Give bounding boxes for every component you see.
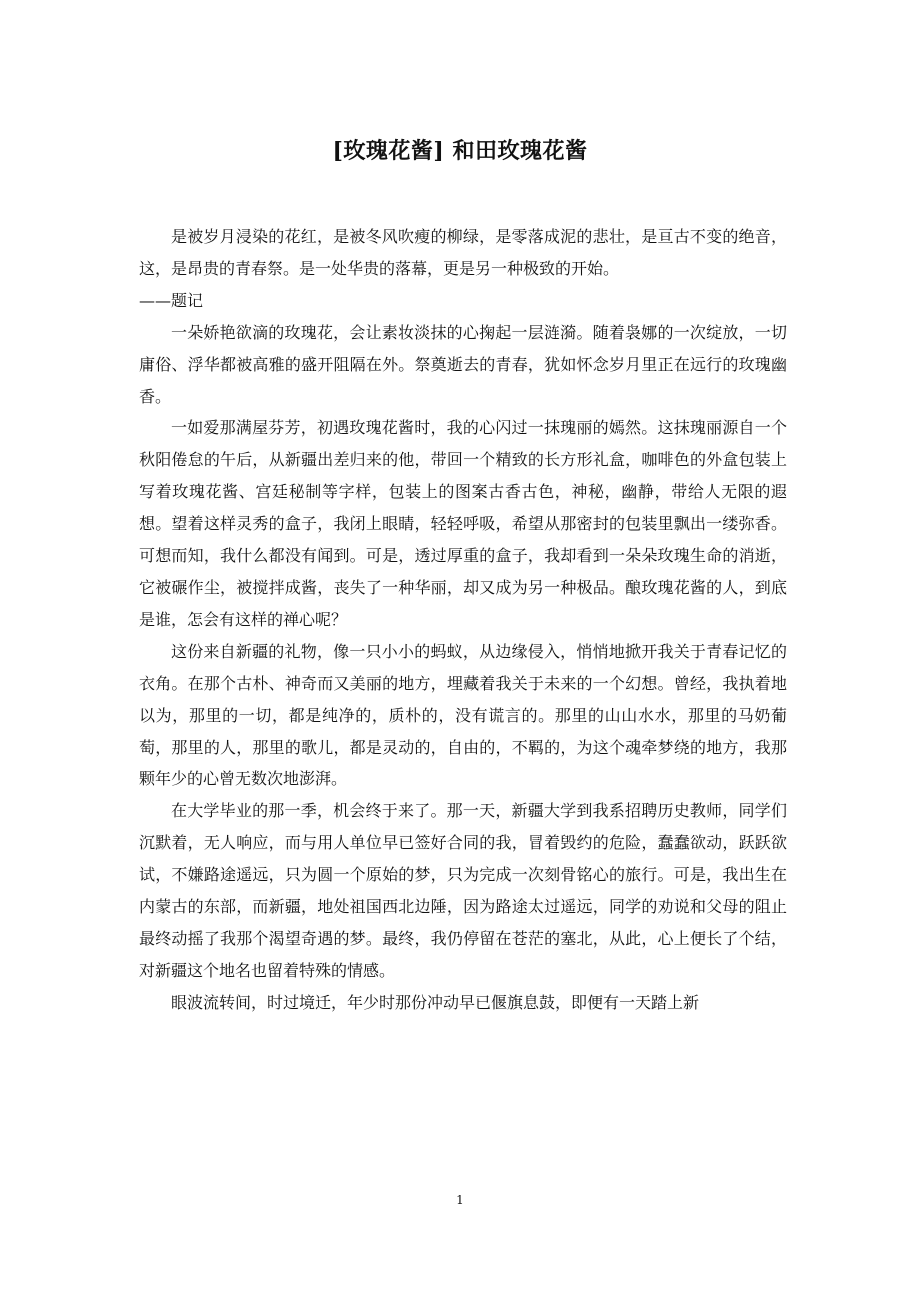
body-paragraph: 这份来自新疆的礼物，像一只小小的蚂蚁，从边缘侵入，悄悄地掀开我关于青春记忆的衣角。在那个古朴、神奇而又美丽的地方，埋藏着我关于未来的一个幻想。曾经，我执着地以为，那里的一切，都是纯净的，质朴的，没有谎言的。那里的山山水水，那里的马奶葡萄，那里的人，那里的歌儿，都是灵动的，自由的，不羁的，为这个魂牵梦绕的地方，我那颗年少的心曾无数次地澎湃。 [139, 641, 787, 789]
epigraph-paragraph: 是被岁月浸染的花红，是被冬风吹瘦的柳绿，是零落成泥的悲壮，是亘古不变的绝音，这，是昂贵的青春祭。是一处华贵的落幕，更是另一种极致的开始。 [139, 227, 787, 278]
body-paragraph: 一如爱那满屋芬芳，初遇玫瑰花酱时，我的心闪过一抹瑰丽的嫣然。这抹瑰丽源自一个秋阳倦怠的午后，从新疆出差归来的他，带回一个精致的长方形礼盒，咖啡色的外盒包装上写着玫瑰花酱、宫廷秘制等字样，包装上的图案古香古色，神秘，幽静，带给人无限的遐想。望着这样灵秀的盒子，我闭上眼睛，轻轻呼吸，希望从那密封的包装里飘出一缕弥香。可想而知，我什么都没有闻到。可是，透过厚重的盒子，我却看到一朵朵玫瑰生命的消逝，它被碾作尘，被搅拌成酱，丧失了一种华丽，却又成为另一种极品。酿玫瑰花酱的人，到底是谁，怎会有这样的禅心呢？ [139, 418, 787, 629]
body-paragraph: 一朵娇艳欲滴的玫瑰花，会让素妆淡抹的心掬起一层涟漪。随着袅娜的一次绽放，一切庸俗、浮华都被高雅的盛开阻隔在外。祭奠逝去的青春，犹如怀念岁月里正在远行的玫瑰幽香。 [139, 322, 787, 406]
document-body [139, 221, 787, 1019]
body-paragraph: 眼波流转间，时过境迁，年少时那份冲动早已偃旗息鼓，即便有一天踏上新 [171, 992, 700, 1012]
document-title: [玫瑰花酱] 和田玫瑰花酱 [332, 138, 588, 164]
epigraph-attribution: ——题记 [139, 290, 204, 310]
page-number: 1 [456, 1193, 464, 1207]
body-paragraph: 在大学毕业的那一季，机会终于来了。那一天，新疆大学到我系招聘历史教师，同学们沉默着，无人响应，而与用人单位早已签好合同的我，冒着毁约的危险，蠢蠢欲动，跃跃欲试，不嫌路途遥远，只为圆一个原始的梦，只为完成一次刻骨铭心的旅行。可是，我出生在内蒙古的东部，而新疆，地处祖国西北边陲，因为路途太过遥远，同学的劝说和父母的阻止最终动摇了我那个渴望奇遇的梦。最终，我仍停留在苍茫的塞北，从此，心上便长了个结，对新疆这个地名也留着特殊的情感。 [139, 801, 787, 980]
